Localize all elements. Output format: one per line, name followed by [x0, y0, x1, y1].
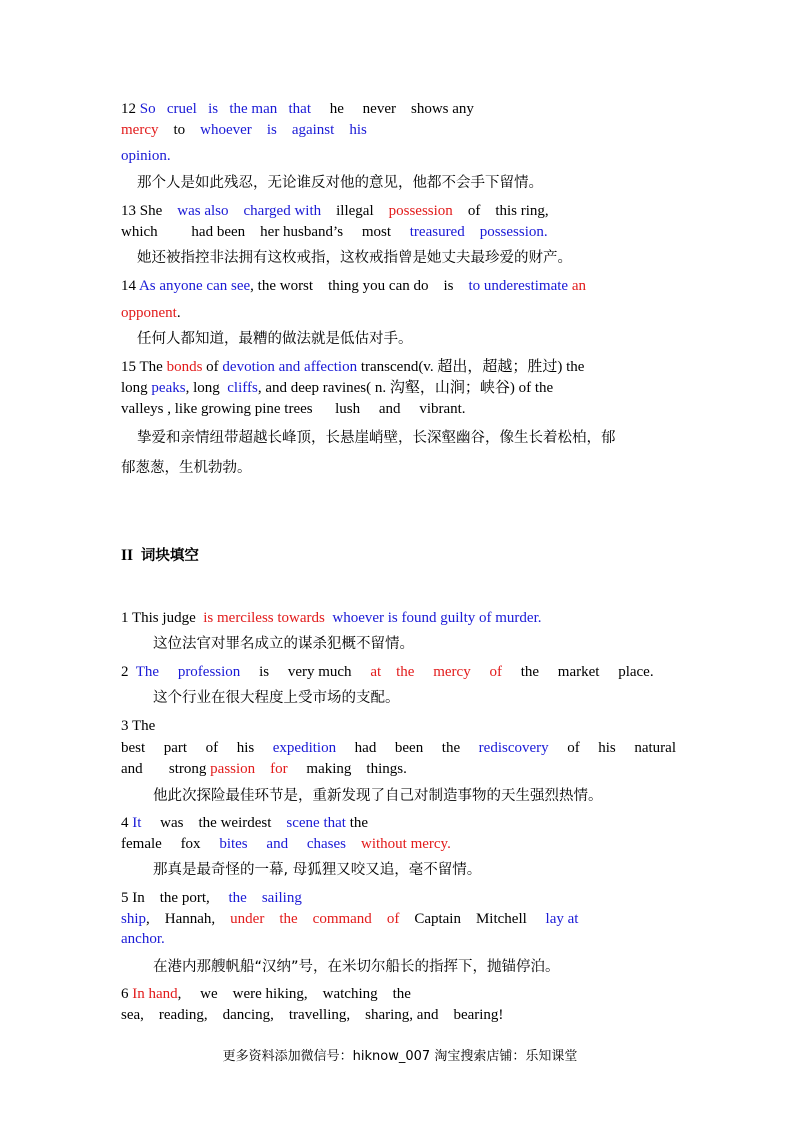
- word: part: [163, 740, 188, 756]
- word: natural: [634, 740, 676, 756]
- word: anchor.: [121, 931, 165, 947]
- word: was: [160, 815, 184, 831]
- section-title: 词块填空: [140, 548, 199, 564]
- p2-s2-line1: [121, 662, 654, 682]
- word: , the worst: [250, 278, 314, 294]
- word: the: [349, 815, 369, 831]
- word: which: [121, 224, 158, 240]
- word: for: [270, 761, 288, 777]
- word: and: [266, 836, 289, 852]
- p2-s4-line2: [121, 834, 451, 854]
- word: had been: [191, 224, 246, 240]
- section-number: II: [121, 547, 134, 564]
- word: sea,: [121, 1007, 144, 1023]
- word: is: [443, 278, 454, 294]
- word: So: [139, 101, 156, 117]
- word: command: [312, 911, 372, 927]
- word: is merciless towards: [203, 610, 325, 626]
- p2-s5-line2: [121, 909, 578, 929]
- word: the: [520, 664, 540, 680]
- word: that: [288, 101, 311, 117]
- word: of: [386, 911, 400, 927]
- s15-line1: [121, 357, 584, 377]
- s15-line2: [121, 378, 553, 398]
- word: Mitchell: [475, 911, 527, 927]
- word: opinion.: [121, 148, 171, 164]
- word: fox: [180, 836, 201, 852]
- word: were hiking,: [232, 986, 308, 1002]
- word: It: [132, 815, 142, 831]
- word: been: [394, 740, 424, 756]
- word: bites: [219, 836, 248, 852]
- word: 13 She: [121, 203, 163, 219]
- s12-line1: [121, 99, 474, 119]
- s15-translation-line1: 挚爱和亲情纽带超越长峰顶，长悬崖峭壁，长深壑幽谷，像生长着松柏，郁: [137, 430, 616, 446]
- word: is: [259, 664, 270, 680]
- word: lush: [335, 401, 361, 417]
- word: an: [571, 278, 586, 294]
- word: we: [200, 986, 218, 1002]
- word: without mercy.: [360, 836, 451, 852]
- word: chases: [306, 836, 346, 852]
- word: thing you can do: [328, 278, 429, 294]
- word: charged with: [243, 203, 322, 219]
- word: , long: [185, 380, 220, 396]
- word: the: [228, 890, 247, 906]
- word: the: [396, 664, 415, 680]
- s13-line1: [121, 201, 549, 221]
- word: bearing!: [453, 1007, 504, 1023]
- word: the weirdest: [198, 815, 272, 831]
- s14-line1: [121, 276, 586, 296]
- word: vibrant.: [419, 401, 466, 417]
- p2-s6-line2: [121, 1005, 503, 1025]
- word: , and deep ravines( n. 沟壑，山涧；峡谷) of the: [257, 380, 554, 396]
- word: at: [370, 664, 382, 680]
- word: bonds: [166, 359, 203, 375]
- word: ,: [177, 986, 182, 1002]
- word: 1 This judge: [121, 610, 196, 626]
- word: under: [230, 911, 265, 927]
- word: is: [208, 101, 219, 117]
- word: most: [361, 224, 391, 240]
- word: never: [362, 101, 396, 117]
- word: ship: [121, 911, 147, 927]
- word: mercy: [433, 664, 471, 680]
- p2-s3-translation: 他此次探险最佳环节是，重新发现了自己对制造事物的天生强烈热情。: [153, 788, 603, 804]
- word: transcend(v. 超出，超越；胜过) the: [360, 359, 585, 375]
- word: the: [279, 911, 298, 927]
- word: possession: [388, 203, 453, 219]
- word: .: [176, 305, 181, 321]
- word: the port,: [159, 890, 210, 906]
- word: cliffs: [227, 380, 258, 396]
- word: 2: [121, 664, 129, 680]
- word: market: [557, 664, 600, 680]
- word: his: [236, 740, 255, 756]
- word: strong: [168, 761, 207, 777]
- word: the: [392, 986, 411, 1002]
- word: against: [291, 122, 335, 138]
- s15-translation-line2: 郁葱葱，生机勃勃。: [121, 460, 252, 476]
- word: the: [441, 740, 461, 756]
- p2-s3-line1: [121, 716, 155, 736]
- word: valleys , like growing pine trees: [121, 401, 313, 417]
- word: illegal: [336, 203, 374, 219]
- word: opponent: [121, 305, 177, 321]
- word: Captain: [414, 911, 461, 927]
- word: 3 The: [121, 718, 156, 734]
- word: watching: [322, 986, 378, 1002]
- word: long: [121, 380, 148, 396]
- s13-translation: 她还被指控非法拥有这枚戒指，这枚戒指曾是她丈夫最珍爱的财产。: [137, 250, 572, 266]
- word: the man: [229, 101, 278, 117]
- word: whoever is found guilty of murder.: [332, 610, 542, 626]
- word: this ring,: [495, 203, 549, 219]
- word: making: [306, 761, 352, 777]
- word: of: [206, 359, 219, 375]
- word: sailing: [261, 890, 302, 906]
- p2-s3-line3: [121, 759, 407, 779]
- s12-line2: [121, 120, 367, 140]
- word: to underestimate: [468, 278, 569, 294]
- p2-s4-translation: 那真是最奇怪的一幕, 母狐狸又咬又追，毫不留情。: [153, 862, 482, 878]
- word: mercy: [121, 122, 159, 138]
- s12-line3: [121, 146, 171, 166]
- word: peaks: [151, 380, 186, 396]
- word: of: [567, 740, 580, 756]
- word: at: [567, 911, 579, 927]
- p2-s5-line1: [121, 888, 302, 908]
- word: was also: [177, 203, 229, 219]
- word: sharing,: [365, 1007, 414, 1023]
- word: lay: [545, 911, 564, 927]
- word: As anyone can see: [138, 278, 251, 294]
- page-footer: 更多资料添加微信号：hiknow_007 淘宝搜索店铺：乐知课堂: [222, 1049, 578, 1064]
- word: possession.: [479, 224, 548, 240]
- word: his: [349, 122, 367, 138]
- word: of: [205, 740, 219, 756]
- word: treasured: [409, 224, 465, 240]
- word: scene that: [286, 815, 346, 831]
- word: to: [173, 122, 186, 138]
- word: profession: [177, 664, 241, 680]
- word: and: [416, 1007, 439, 1023]
- s15-line3: [121, 399, 466, 419]
- p2-s1-translation: 这位法官对罪名成立的谋杀犯概不留情。: [153, 636, 414, 652]
- word: had: [354, 740, 377, 756]
- word: things.: [366, 761, 407, 777]
- word: place.: [618, 664, 654, 680]
- p2-s4-line1: [121, 813, 368, 833]
- word: 6: [121, 986, 129, 1002]
- s12-translation: 那个人是如此残忍，无论谁反对他的意见，他都不会手下留情。: [137, 175, 543, 191]
- word: ,: [146, 911, 150, 927]
- word: 14: [121, 278, 136, 294]
- word: he: [329, 101, 344, 117]
- p2-s5-line3: [121, 929, 165, 949]
- word: is: [266, 122, 277, 138]
- word: 5 In: [121, 890, 145, 906]
- s14-translation: 任何人都知道，最糟的做法就是低估对手。: [137, 331, 413, 347]
- p2-s3-line2: [121, 738, 676, 758]
- word: devotion and affection: [222, 359, 358, 375]
- word: whoever: [200, 122, 252, 138]
- word: of: [489, 664, 502, 680]
- word: his: [598, 740, 616, 756]
- word: her husband’s: [260, 224, 344, 240]
- word: and: [378, 401, 401, 417]
- word: 4: [121, 815, 129, 831]
- word: passion: [210, 761, 256, 777]
- s13-line2: [121, 222, 548, 242]
- word: female: [121, 836, 162, 852]
- section-heading: [121, 546, 199, 566]
- p2-s2-translation: 这个行业在很大程度上受市场的支配。: [153, 690, 400, 706]
- word: 12: [121, 101, 136, 117]
- word: Hannah,: [164, 911, 216, 927]
- word: travelling,: [288, 1007, 351, 1023]
- word: best: [121, 740, 146, 756]
- word: reading,: [158, 1007, 208, 1023]
- word: cruel: [166, 101, 197, 117]
- word: The: [135, 664, 160, 680]
- word: shows any: [410, 101, 474, 117]
- p2-s6-line1: [121, 984, 411, 1004]
- s14-line2: [121, 303, 181, 323]
- word: In hand: [132, 986, 178, 1002]
- word: and: [121, 761, 143, 777]
- p2-s5-translation: 在港内那艘帆船“汉纳”号，在米切尔船长的指挥下，抛锚停泊。: [153, 959, 560, 975]
- word: of: [467, 203, 481, 219]
- word: very much: [287, 664, 352, 680]
- word: 15 The: [121, 359, 163, 375]
- p2-s1-line1: [121, 608, 542, 628]
- word: expedition: [272, 740, 337, 756]
- word: dancing,: [222, 1007, 274, 1023]
- word: rediscovery: [478, 740, 549, 756]
